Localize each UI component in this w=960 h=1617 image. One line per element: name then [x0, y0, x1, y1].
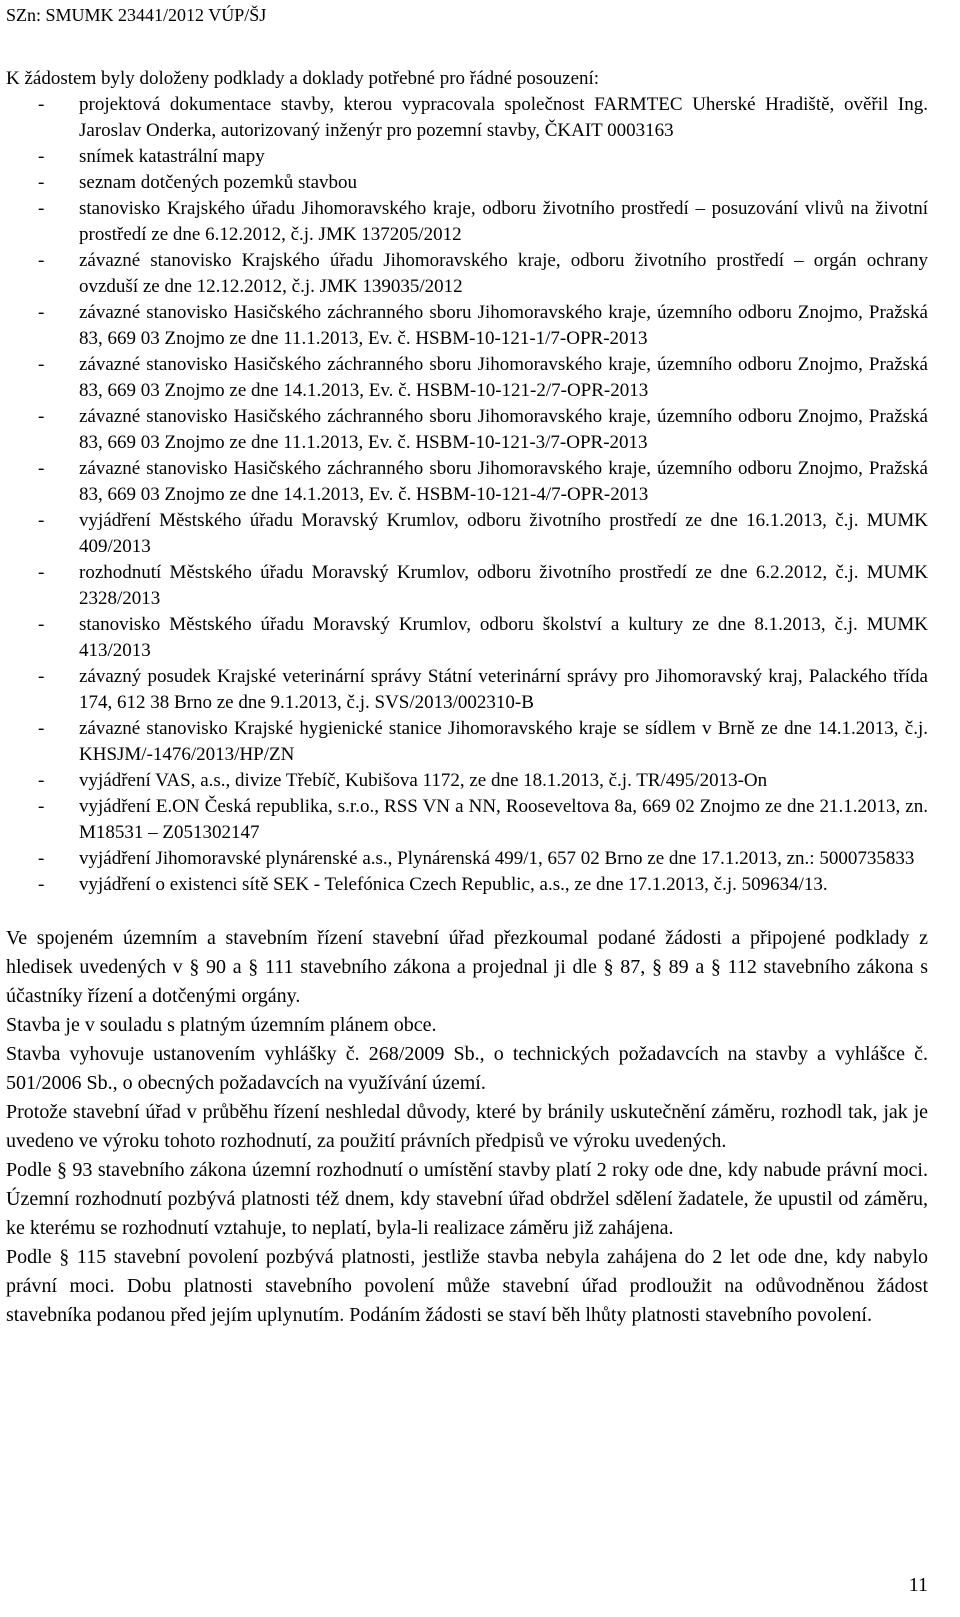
- paragraph: Podle § 93 stavebního zákona územní rozhodnutí o umístění stavby platí 2 roky ode dne, kdy nabude právní moci. Územní rozhodnutí pozbývá platnosti též dnem, kdy stavební úřad obdržel sdělení žadatele, že upustil od záměru, ke kterému se rozhodnutí vztahuje, to neplatí, byla-li realizace záměru již zahájena.: [6, 1159, 928, 1239]
- list-item: [6, 716, 928, 768]
- list-item-text: vyjádření o existenci sítě SEK - Telefónica Czech Republic, a.s., ze dne 17.1.2013, č.j. 509634/13.: [79, 874, 828, 895]
- list-item-text: vyjádření Jihomoravské plynárenské a.s., Plynárenská 499/1, 657 02 Brno ze dne 17.1.2013, zn.: 5000735833: [79, 848, 915, 869]
- list-item: [6, 170, 928, 196]
- bullet-dash: -: [38, 718, 45, 739]
- list-item-text: vyjádření Městského úřadu Moravský Krumlov, odboru životního prostředí ze dne 16.1.2013, č.j. MUMK 409/2013: [79, 510, 928, 557]
- bullet-dash: -: [38, 198, 45, 219]
- document-reference: SZn: SMUMK 23441/2012 VÚP/ŠJ: [6, 5, 267, 25]
- attachments-list: [6, 92, 928, 898]
- bullet-dash: -: [38, 510, 45, 531]
- list-item: [6, 352, 928, 404]
- list-item: [6, 196, 928, 248]
- list-item: [6, 560, 928, 612]
- bullet-dash: -: [38, 94, 45, 115]
- list-item: [6, 664, 928, 716]
- list-item-text: závazné stanovisko Krajské hygienické stanice Jihomoravského kraje se sídlem v Brně ze dne 14.1.2013, č.j. KHSJM/-1476/2013/HP/ZN: [79, 718, 928, 765]
- paragraph: Stavba vyhovuje ustanovením vyhlášky č. 268/2009 Sb., o technických požadavcích na stavby a vyhlášce č. 501/2006 Sb., o obecných požadavcích na využívání území.: [6, 1043, 928, 1094]
- bullet-dash: -: [38, 406, 45, 427]
- bullet-dash: -: [38, 874, 45, 895]
- list-item-text: projektová dokumentace stavby, kterou vypracovala společnost FARMTEC Uherské Hradiště, ověřil Ing. Jaroslav Onderka, autorizovaný inženýr pro pozemní stavby, ČKAIT 0003163: [79, 94, 928, 141]
- bullet-dash: -: [38, 458, 45, 479]
- intro-text: K žádostem byly doloženy podklady a doklady potřebné pro řádné posouzení:: [6, 68, 600, 89]
- list-item: [6, 144, 928, 170]
- document-body: [6, 66, 928, 1330]
- list-item-text: rozhodnutí Městského úřadu Moravský Krumlov, odboru životního prostředí ze dne 6.2.2012, č.j. MUMK 2328/2013: [79, 562, 928, 609]
- list-item: [6, 456, 928, 508]
- bullet-dash: -: [38, 146, 45, 167]
- bullet-dash: -: [38, 614, 45, 635]
- bullet-dash: -: [38, 796, 45, 817]
- list-item-text: závazné stanovisko Krajského úřadu Jihomoravského kraje, odboru životního prostředí – orgán ochrany ovzduší ze dne 12.12.2012, č.j. JMK 139035/2012: [79, 250, 928, 297]
- list-item-text: stanovisko Krajského úřadu Jihomoravského kraje, odboru životního prostředí – posuzování vlivů na životní prostředí ze dne 6.12.2012, č.j. JMK 137205/2012: [79, 198, 928, 245]
- bullet-dash: -: [38, 172, 45, 193]
- paragraph: Ve spojeném územním a stavebním řízení stavební úřad přezkoumal podané žádosti a připojené podklady z hledisek uvedených v § 90 a § 111 stavebního zákona a projednal ji dle § 87, § 89 a § 112 stavebního zákona s účastníky řízení a dotčenými orgány.: [6, 927, 928, 1007]
- bullet-dash: -: [38, 562, 45, 583]
- list-item-text: vyjádření VAS, a.s., divize Třebíč, Kubišova 1172, ze dne 18.1.2013, č.j. TR/495/2013-On: [79, 770, 768, 791]
- list-item: [6, 300, 928, 352]
- bullet-dash: -: [38, 848, 45, 869]
- list-item: [6, 872, 928, 898]
- list-item: [6, 92, 928, 144]
- bullet-dash: -: [38, 666, 45, 687]
- list-item: [6, 248, 928, 300]
- list-item: [6, 846, 928, 872]
- list-item-text: závazné stanovisko Hasičského záchranného sboru Jihomoravského kraje, územního odboru Znojmo, Pražská 83, 669 03 Znojmo ze dne 11.1.2013, Ev. č. HSBM-10-121-1/7-OPR-2013: [79, 302, 928, 349]
- list-item: [6, 508, 928, 560]
- paragraph: Stavba je v souladu s platným územním plánem obce.: [6, 1014, 437, 1036]
- list-item-text: seznam dotčených pozemků stavbou: [79, 172, 358, 193]
- page-number: 11: [908, 1574, 928, 1596]
- list-item-text: vyjádření E.ON Česká republika, s.r.o., RSS VN a NN, Rooseveltova 8a, 669 02 Znojmo ze dne 21.1.2013, zn. M18531 – Z051302147: [79, 796, 928, 843]
- bullet-dash: -: [38, 770, 45, 791]
- list-item: [6, 404, 928, 456]
- list-item-text: závazné stanovisko Hasičského záchranného sboru Jihomoravského kraje, územního odboru Znojmo, Pražská 83, 669 03 Znojmo ze dne 14.1.2013, Ev. č. HSBM-10-121-2/7-OPR-2013: [79, 354, 928, 401]
- bullet-dash: -: [38, 250, 45, 271]
- paragraph: Protože stavební úřad v průběhu řízení neshledal důvody, které by bránily uskutečnění záměru, rozhodl tak, jak je uvedeno ve výroku tohoto rozhodnutí, za použití právních předpisů ve výroku uvedených.: [6, 1101, 928, 1152]
- list-item: [6, 612, 928, 664]
- list-item-text: snímek katastrální mapy: [79, 146, 265, 167]
- list-item-text: závazné stanovisko Hasičského záchranného sboru Jihomoravského kraje, územního odboru Znojmo, Pražská 83, 669 03 Znojmo ze dne 11.1.2013, Ev. č. HSBM-10-121-3/7-OPR-2013: [79, 406, 928, 453]
- list-item: [6, 794, 928, 846]
- list-item-text: závazný posudek Krajské veterinární správy Státní veterinární správy pro Jihomoravský kraj, Palackého třída 174, 612 38 Brno ze dne 9.1.2013, č.j. SVS/2013/002310-B: [79, 666, 928, 713]
- list-item: [6, 768, 928, 794]
- bullet-dash: -: [38, 302, 45, 323]
- bullet-dash: -: [38, 354, 45, 375]
- list-item-text: stanovisko Městského úřadu Moravský Krumlov, odboru školství a kultury ze dne 8.1.2013, č.j. MUMK 413/2013: [79, 614, 928, 661]
- list-item-text: závazné stanovisko Hasičského záchranného sboru Jihomoravského kraje, územního odboru Znojmo, Pražská 83, 669 03 Znojmo ze dne 14.1.2013, Ev. č. HSBM-10-121-4/7-OPR-2013: [79, 458, 928, 505]
- paragraph: Podle § 115 stavební povolení pozbývá platnosti, jestliže stavba nebyla zahájena do 2 let ode dne, kdy nabylo právní moci. Dobu platnosti stavebního povolení může stavební úřad prodloužit na odůvodněnou žádost stavebníka podanou před jejím uplynutím. Podáním žádosti se staví běh lhůty platnosti stavebního povolení.: [6, 1246, 928, 1326]
- reasoning-section: [6, 924, 928, 1330]
